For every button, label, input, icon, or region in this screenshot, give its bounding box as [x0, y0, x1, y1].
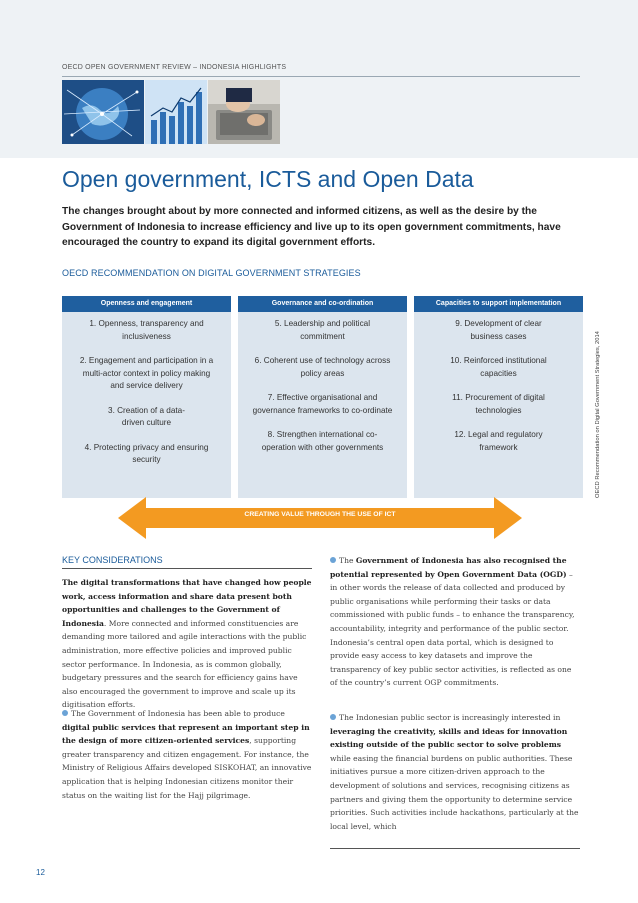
bullet-innovation — [330, 711, 580, 833]
column-header: Governance and co-ordination — [238, 296, 407, 312]
principle-item: 11. Procurement of digital technologies — [452, 393, 545, 415]
principle-item: 7. Effective organisational and governance frameworks to co-ordinate — [252, 393, 393, 415]
double-arrow — [118, 497, 522, 539]
principle-item: 12. Legal and regulatory framework — [454, 430, 543, 452]
principle-item: 2. Engagement and participation in a multi-actor context in policy making and service delivery — [79, 356, 214, 390]
principle-item: 10. Reinforced institutional capacities — [450, 356, 547, 378]
key-considerations-heading: KEY CONSIDERATIONS — [62, 555, 163, 565]
bullet-digital-services — [62, 707, 314, 802]
intro-paragraph — [62, 576, 314, 712]
principle-item: 9. Development of clear business cases — [455, 319, 542, 341]
principle-item: 8. Strengthen international co-operation with other governments — [261, 430, 384, 452]
page-title: Open government, ICTS and Open Data — [62, 166, 474, 192]
column-capacities — [414, 296, 583, 498]
bullet-text: The — [339, 556, 356, 565]
bullet-text: while easing the financial burdens on public authorities. These initiatives pursue a more citizen-driven approach to the development of solutions and services, recognising citizens as partners and giving them the opportunity to determine service priorities. Such activities include hackathons, particularly at the local level, which — [330, 753, 579, 831]
column-openness — [62, 296, 231, 498]
page-number: 12 — [36, 868, 45, 877]
heading-rule — [62, 568, 312, 569]
bullet-icon — [62, 710, 68, 716]
principle-item: 3. Creation of a data-driven culture — [108, 405, 185, 427]
bullet-text: The Government of Indonesia has been able to produce — [71, 709, 285, 718]
column-header: Openness and engagement — [62, 296, 231, 312]
principle-item: 1. Openness, transparency and inclusiveness — [89, 319, 204, 341]
intro-bold: The digital transformations that have changed how people work, access information and share data present both opportunities and challenges to the Government of Indonesia — [62, 578, 312, 628]
bullet-text: The Indonesian public sector is increasingly interested in — [339, 713, 561, 722]
principle-item: 6. Coherent use of technology across policy areas — [254, 356, 391, 378]
header-rule — [62, 76, 580, 77]
intro-text: . More connected and informed constituencies are demanding more tailored and agile interactions with the public administration, more effective policies and improved public sector performance. In Indonesia, as is common globally, budgetary pressures and the search for efficiency gains have also encouraged the government to improve and scale up its digitisation efforts. — [62, 618, 307, 710]
bar-graph-image — [145, 80, 207, 144]
bullet-bold: leveraging the creativity, skills and ideas for innovation existing outside of the public sector to solve problems — [330, 726, 568, 750]
bullet-text: – in other words the release of data collected and produced by public organisations while performing their tasks or data commissioned with public funds – to enhance the transparency, accountability, integrity and performance of the public sector. Indonesia’s central open data portal, which is designed to provide easy access to key datasets and improve the transparency of key public sector activities, is reflected as one of the country’s current OGP commitments. — [330, 569, 575, 688]
lead-paragraph: The changes brought about by more connected and informed citizens, as well as the desire by the Government of Indonesia to increase efficiency and live up to its open government commitments, have encouraged the country to expand its digital government efforts. — [62, 206, 561, 248]
recommendation-heading: OECD RECOMMENDATION ON DIGITAL GOVERNMENT STRATEGIES — [62, 268, 361, 278]
bullet-bold: Government of Indonesia has also recognised the potential represented by Open Government Data (OGD) — [330, 556, 567, 579]
principle-item: 4. Protecting privacy and ensuring security — [84, 442, 209, 464]
bullet-bold: digital public services that represent an important step in the design of more citizen-oriented services — [62, 722, 310, 746]
arrow-label: CREATING VALUE THROUGH THE USE OF ICT — [244, 511, 396, 518]
column-governance — [238, 296, 407, 498]
column-header: Capacities to support implementation — [414, 296, 583, 312]
principle-item: 5. Leadership and political commitment — [274, 319, 371, 341]
bullet-icon — [330, 557, 336, 563]
globe-network-image — [62, 80, 144, 144]
laptop-hands-image — [208, 80, 280, 144]
bullet-text: , supporting greater transparency and citizen engagement. For instance, the Ministry of Religious Affairs developed SISKOHAT, an innovative application that is helping Indonesian citizens monitor their status on the waiting list for the Hajj pilgrimage. — [62, 736, 312, 800]
running-header: OECD OPEN GOVERNMENT REVIEW – INDONESIA HIGHLIGHTS — [62, 64, 287, 71]
bottom-rule — [330, 848, 580, 849]
bullet-open-data — [330, 554, 580, 690]
source-note: OECD Recommendation on Digital Government Strategies, 2014 — [595, 331, 601, 498]
bullet-icon — [330, 714, 336, 720]
